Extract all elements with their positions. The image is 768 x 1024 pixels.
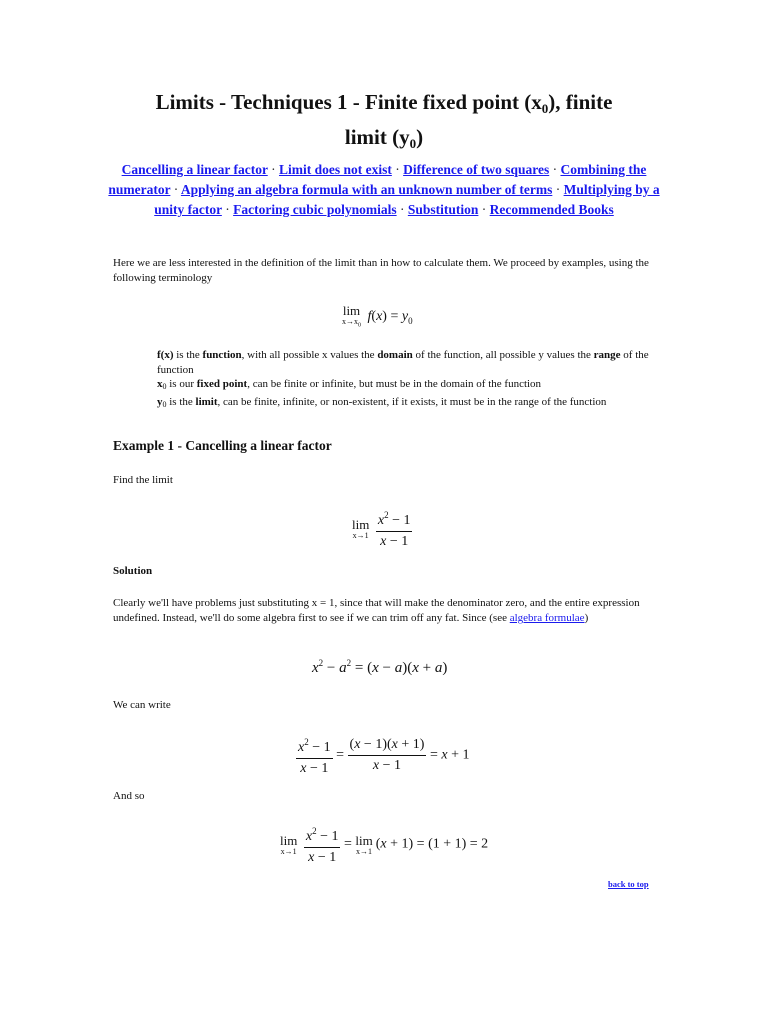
difference-of-squares-formula: $x^2 - a^2 = (x - a)(x + a)$ [312,658,448,676]
nav-link-combining-numerator[interactable]: Combining the numerator [108,162,647,197]
factored-expression-formula: $\frac{x^2 - 1}{x - 1}$ = $\frac{(x - 1)(x + 1)}{x - 1}$ = x + 1 [296,732,469,779]
section-nav: Cancelling a linear factor · Limit does not exist · Difference of two squares · Combining the numerator · Applying an algebra formula with an unknown number of terms · Multiplying by a unity factor · Factoring cubic polynomials · Substitution · Recommended Books [108,162,660,217]
nav-link-multiplying-unity-factor[interactable]: Multiplying by a unity factor [154,182,660,217]
and-so-text: And so [113,790,145,802]
nav-link-recommended-books[interactable]: Recommended Books [489,202,614,217]
nav-link-limit-does-not-exist[interactable]: Limit does not exist [278,162,392,177]
back-to-top-link[interactable]: back to top [608,879,649,889]
nav-link-difference-of-two-squares[interactable]: Difference of two squares [403,162,550,177]
algebra-formulae-link[interactable]: algebra formulae [509,612,585,624]
term-limit: $y_0$ is the limit, can be finite, infinite, or non-existent, if it exists, it must be in the range of the function [157,395,607,409]
term-function: f(x) is the function, with all possible x values the domain of the function, all possible y values the range of the function [157,349,649,376]
we-can-write-text: We can write [113,699,171,711]
find-the-limit-text: Find the limit [113,474,173,486]
nav-link-substitution[interactable]: Substitution [407,202,479,217]
solution-paragraph: Clearly we'll have problems just substituting x = 1, since that will make the denominator zero, and the entire expression undefined. Instead, we'll do some algebra first to see if we can trim off any fat. Since (see algebra formulae) [113,597,640,624]
limit-definition-formula: lim $x\to x_0$ $f(x) = y_0$ [342,303,413,329]
limit-problem-formula: lim x→1 $\frac{x^2 - 1}{x - 1}$ [352,505,412,552]
limit-result-formula: lim x→1 $\frac{x^2 - 1}{x - 1}$ = lim x→1 (x + 1) = (1 + 1) = 2 [280,821,488,868]
solution-label: Solution [113,565,153,577]
page-title: Limits - Techniques 1 - Finite fixed point $(x_0)$, finite limit $(y_0)$ [155,90,613,151]
nav-link-factoring-cubic-polynomials[interactable]: Factoring cubic polynomials [233,202,397,217]
intro-paragraph: Here we are less interested in the definition of the limit than in how to calculate them. We proceed by examples, using the following terminology [113,257,649,284]
term-fixed-point: $x_0$ is our fixed point, can be finite or infinite, but must be in the domain of the function [157,378,542,392]
nav-link-cancelling-linear-factor[interactable]: Cancelling a linear factor [121,162,268,177]
nav-link-applying-algebra-formula[interactable]: Applying an algebra formula with an unknown number of terms [180,182,553,197]
terminology-list [157,348,657,412]
example-1-heading: Example 1 - Cancelling a linear factor [113,438,332,453]
